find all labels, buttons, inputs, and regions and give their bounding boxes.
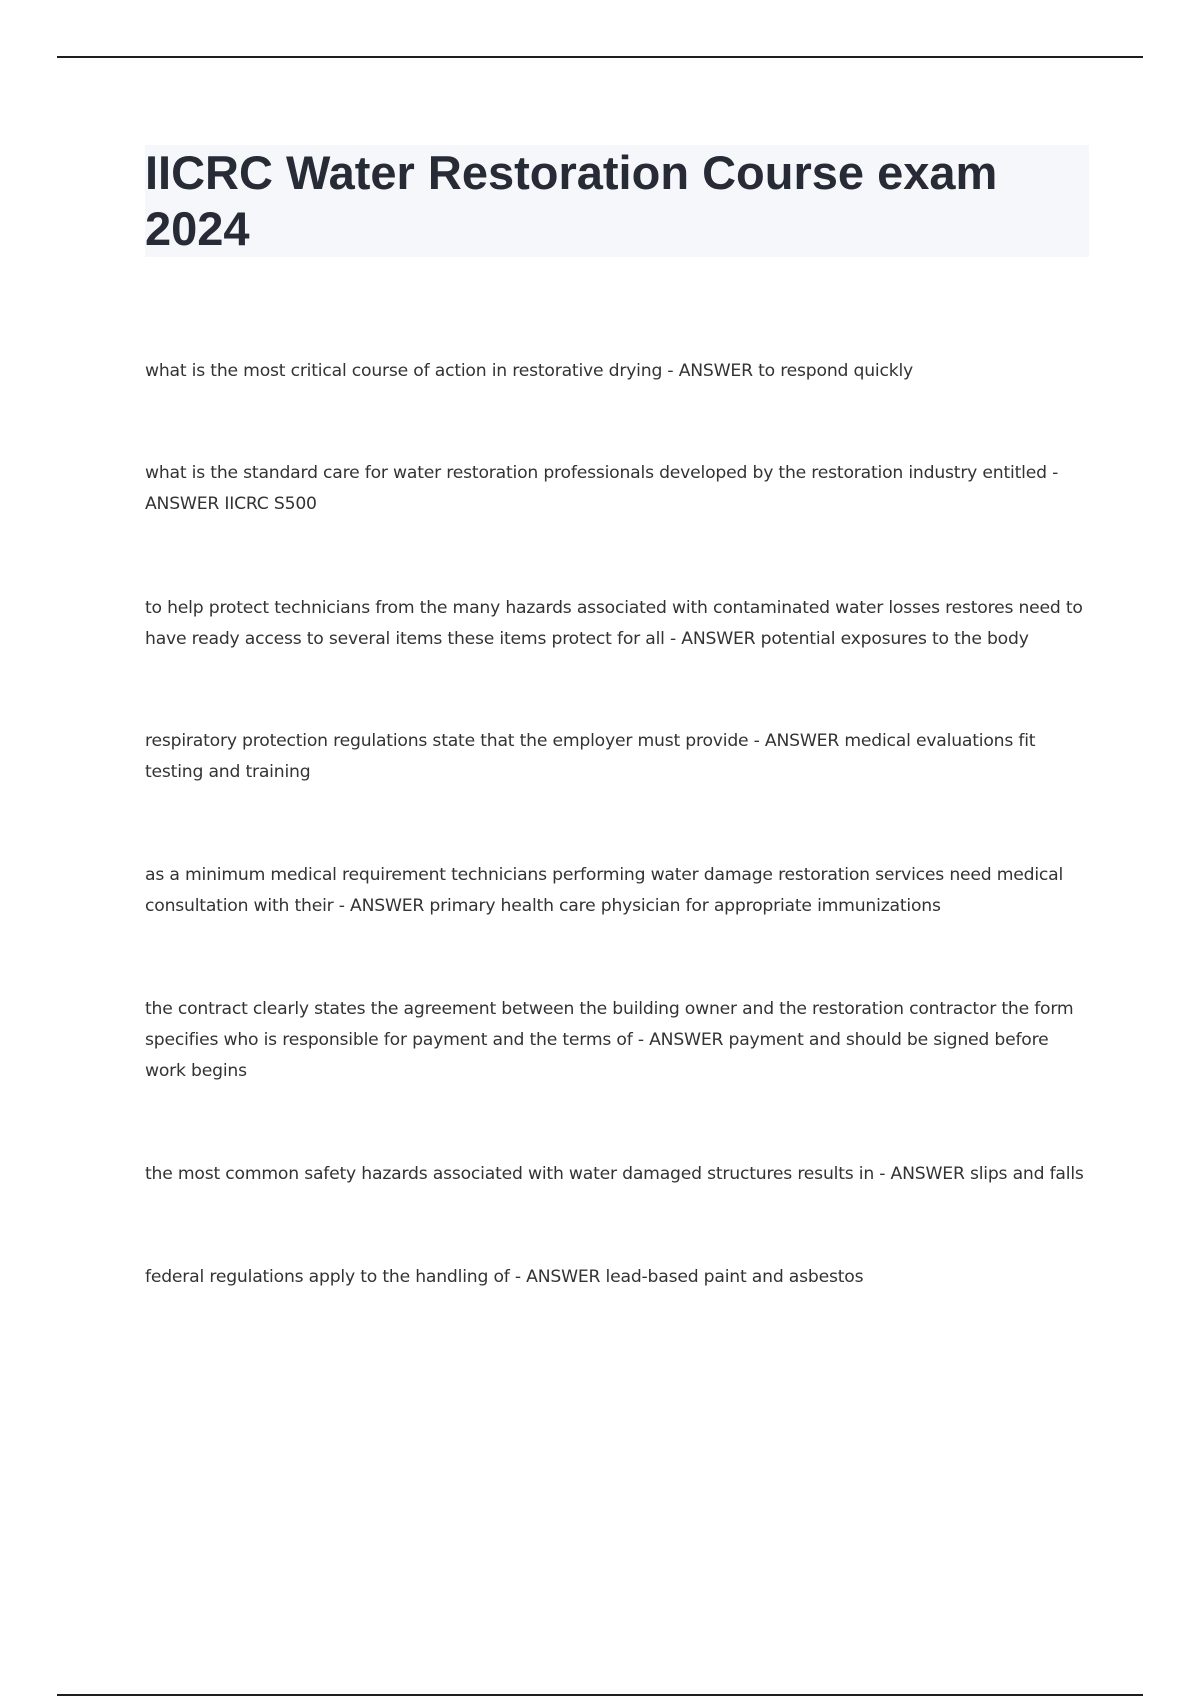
qa-item: respiratory protection regulations state that the employer must provide - ANSWER medical evaluations fit testing and training: [145, 731, 1036, 782]
qa-item: the most common safety hazards associated with water damaged structures results in - ANSWER slips and falls: [145, 1164, 1084, 1184]
qa-list: [145, 356, 1085, 1293]
title-banner: [145, 145, 1089, 257]
qa-item: as a minimum medical requirement technicians performing water damage restoration services need medical consultation with their - ANSWER primary health care physician for appropriate immunizations: [145, 865, 1064, 916]
page-title: IICRC Water Restoration Course exam 2024: [145, 146, 998, 255]
bottom-divider: [57, 1694, 1143, 1696]
qa-item: to help protect technicians from the many hazards associated with contaminated water losses restores need to have ready access to several items these items protect for all - ANSWER potential exposures to the body: [145, 598, 1083, 649]
qa-item: federal regulations apply to the handling of - ANSWER lead-based paint and asbestos: [145, 1267, 864, 1287]
top-divider: [57, 56, 1143, 58]
qa-item: what is the standard care for water restoration professionals developed by the restoration industry entitled - ANSWER IICRC S500: [145, 463, 1059, 514]
qa-item: the contract clearly states the agreement between the building owner and the restoration contractor the form specifies who is responsible for payment and the terms of - ANSWER payment and should be signed before work begins: [145, 999, 1074, 1081]
qa-item: what is the most critical course of action in restorative drying - ANSWER to respond quickly: [145, 361, 914, 381]
